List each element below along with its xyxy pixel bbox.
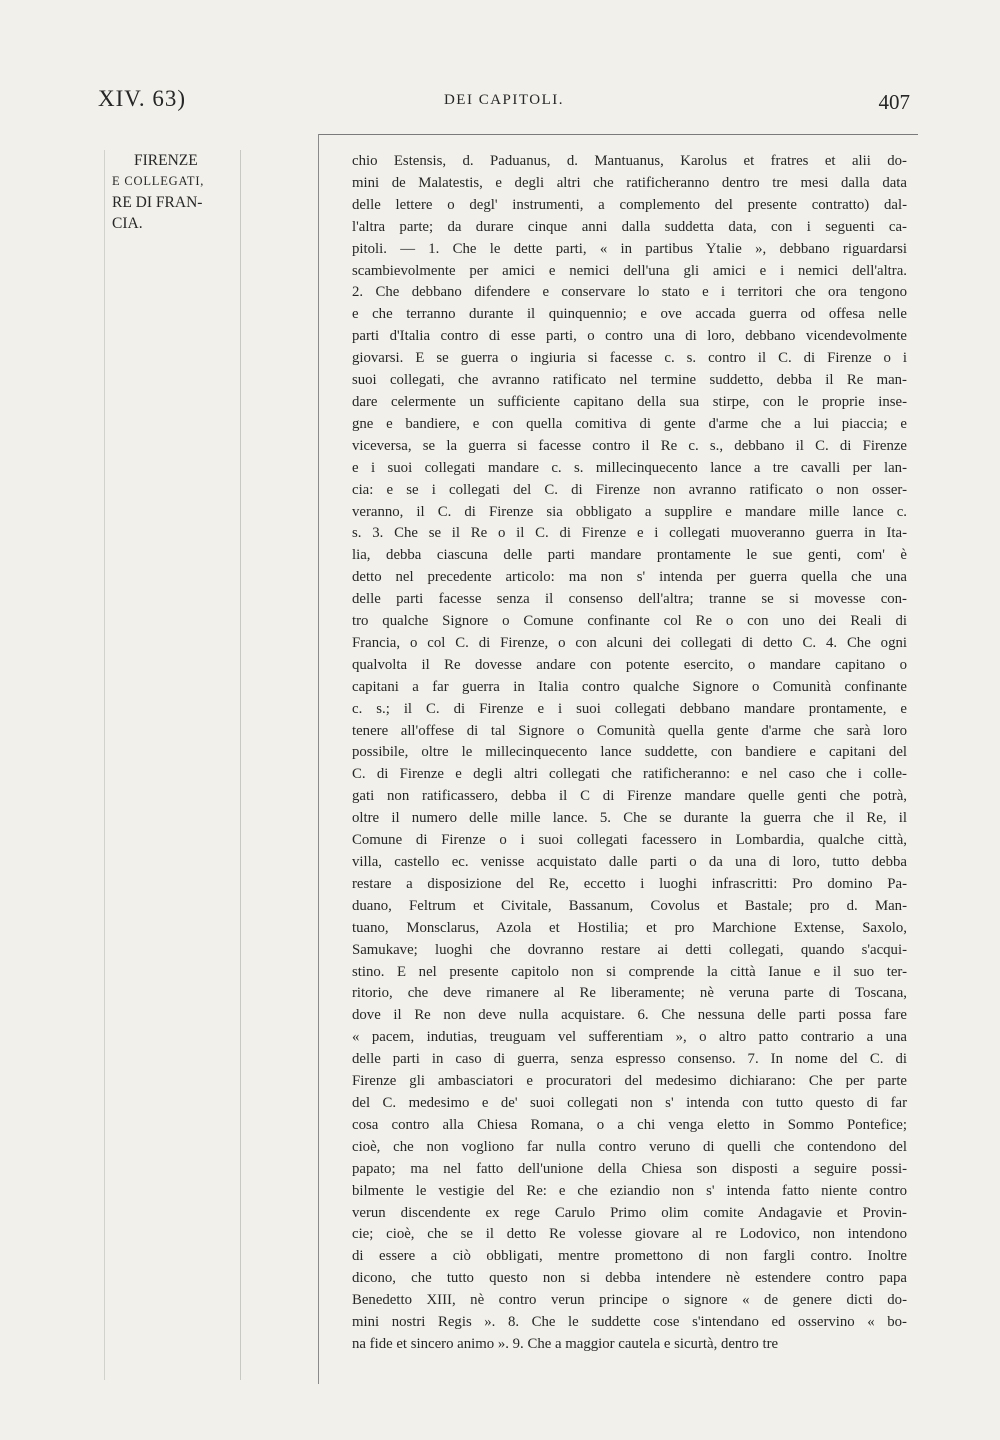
text-line: scambievolmente per amici e nemici dell'una gli amici e i nemici dell'altra. <box>352 262 907 279</box>
text-line: tro qualche Signore o Comune confinante col Re o con uno dei Reali di <box>352 613 907 630</box>
page-number: 407 <box>878 90 910 114</box>
text-line: tuano, Monsclarus, Azola et Hostilia; et pro Marchione Extense, Saxolo, <box>352 919 907 936</box>
text-line: gne e bandiere, e con quella comitiva di gente d'arme che a lui piaccia; e <box>352 415 907 432</box>
text-line: c. s.; il C. di Firenze e i suoi collegati debbano mandare prontamente, e <box>352 700 907 717</box>
text-line: verun discendente ex rege Carulo Primo olim comite Andagavie et Provin- <box>352 1204 907 1221</box>
text-line: capitani a far guerra in Italia contro qualche Signore o Comunità confinante <box>352 678 907 695</box>
text-line: C. di Firenze e degli altri collegati che ratificheranno: e nel caso che i colle- <box>352 766 907 783</box>
text-line: Francia, o col C. di Firenze, o con alcuni dei collegati di detto C. 4. Che ogni <box>352 634 907 651</box>
margin-note <box>112 150 232 234</box>
header-section-ref: XIV. 63) <box>98 86 187 111</box>
column-divider <box>318 134 319 1384</box>
text-line: veranno, il C. di Firenze sia obbligato a supplire e mandare mille lance c. <box>352 503 907 520</box>
running-header <box>98 84 910 124</box>
text-line: pitoli. — 1. Che le dette parti, « in partibus Ytalie », debbano riguardarsi <box>352 240 907 257</box>
outer-margin-rule <box>104 150 105 1380</box>
text-line: oltre il numero delle mille lance. 5. Che se durante la guerra che il Re, il <box>352 810 907 827</box>
text-line: gati non ratificassero, debba il C di Firenze mandare quelle genti che potrà, <box>352 788 907 805</box>
text-line: suoi collegati, che avranno ratificato nel termine suddetto, debba il Re man- <box>352 372 907 389</box>
text-line: cioè, che non vogliono far nulla contro veruno di quelli che contendono del <box>352 1138 907 1155</box>
text-line: mini de Malatestis, e degli altri che ratificheranno dentro tre mesi dalla data <box>352 174 907 191</box>
text-line: ritorio, che deve rimanere al Re liberamente; nè veruna parte di Toscana, <box>352 985 907 1002</box>
margin-note-line: FIRENZE <box>134 152 198 169</box>
text-line: bilmente le vestigie del Re: e che eziandio non s' intenda fatto niente contro <box>352 1182 907 1199</box>
text-line: detto nel precedente articolo: ma non s' intenda per guerra quella che una <box>352 569 907 586</box>
text-line: dicono, che tutto questo non si debba intendere nè estendere contro papa <box>352 1270 907 1287</box>
text-line: 2. Che debbano difendere e conservare lo stato e i territori che ora tengono <box>352 284 907 301</box>
text-line: di essere a ciò obbligati, mentre promettono di non fargli contro. Inoltre <box>352 1248 907 1265</box>
text-line: duano, Feltrum et Civitale, Bassanum, Covolus et Bastale; pro d. Man- <box>352 897 907 914</box>
text-line: Firenze gli ambasciatori e procuratori del medesimo dichiarano: Che per parte <box>352 1073 907 1090</box>
text-line: e che terranno durante il quinquennio; e ove accada guerra od offesa nelle <box>352 306 907 323</box>
text-line: delle lettere o degl' instrumenti, a complemento del presente contratto) dal- <box>352 196 907 213</box>
text-line: chio Estensis, d. Paduanus, d. Mantuanus, Karolus et fratres et alii do- <box>352 153 907 169</box>
text-line: tenere all'offese di tal Signore o Comunità quella gente d'arme che sarà loro <box>352 722 907 739</box>
text-line: e i suoi collegati mandare c. s. millecinquecento lance a tre cavalli per lan- <box>352 459 907 476</box>
margin-note-line: E COLLEGATI, <box>112 174 205 188</box>
text-line: del C. medesimo e de' suoi collegati non s' intenda con tutto questo di far <box>352 1094 907 1111</box>
text-line: l'altra parte; da durare cinque anni dalla suddetta data, con i seguenti ca- <box>352 218 907 235</box>
text-line: parti d'Italia contro di esse parti, o contro una di loro, debbano vicendevolmente <box>352 328 907 345</box>
text-line: giovarsi. E se guerra o ingiuria si facesse c. s. contro il C. di Firenze o i <box>352 350 907 367</box>
text-line: cie; cioè, che se il detto Re volesse giovare al re Lodovico, non intendono <box>352 1226 907 1243</box>
text-line: na fide et sincero animo ». 9. Che a maggior cautela e sicurtà, dentro tre <box>352 1335 779 1352</box>
text-line: dare celermente un sufficiente capitano della sua stirpe, con le proprie inse- <box>352 393 907 410</box>
text-line: mini nostri Regis ». 8. Che le suddette cose s'intendano ed osservino « bo- <box>352 1314 907 1331</box>
text-line: possibile, oltre le millecinquecento lance suddette, con bandiere e capitani del <box>352 744 907 761</box>
text-line: delle parti in caso di guerra, senza espresso consenso. 7. In nome del C. di <box>352 1051 907 1068</box>
margin-note-line: CIA. <box>112 215 143 232</box>
text-line: Comune di Firenze o i suoi collegati facessero in Lombardia, qualche città, <box>352 832 907 849</box>
text-line: dove il Re non deve nulla acquistare. 6. Che nessuna delle parti possa fare <box>352 1007 907 1024</box>
text-line: « pacem, indutias, treuguam vel sufferentiam », o altro patto contrario a una <box>352 1029 907 1046</box>
body-text <box>352 151 907 1356</box>
margin-note-line: RE DI FRAN- <box>112 194 203 211</box>
text-line: qualvolta il Re dovesse andare con potente esercito, o mandare capitano o <box>352 656 907 673</box>
margin-column-rule <box>240 150 241 1380</box>
text-line: cia: e se i collegati del C. di Firenze non avranno ratificato o non osser- <box>352 481 907 498</box>
text-line: papato; ma nel fatto dell'unione della Chiesa son disposti a seguire possi- <box>352 1160 907 1177</box>
text-line: viceversa, se la guerra si facesse contro il Re c. s., debbano il C. di Firenze <box>352 437 907 454</box>
header-title: DEI CAPITOLI. <box>443 92 565 108</box>
text-line: villa, castello ec. venisse acquistato dalle parti o da una di loro, tutto debba <box>352 854 907 870</box>
text-line: stino. E nel presente capitolo non si comprende la città Ianue e il suo ter- <box>352 963 907 980</box>
text-line: cosa contro alla Chiesa Romana, o a chi venga eletto in Sommo Pontefice; <box>352 1116 907 1133</box>
text-line: lia, debba ciascuna delle parti mandare prontamente le sue genti, com' è <box>352 547 907 564</box>
text-line: Samukave; luoghi che dovranno restare ai detti collegati, quando s'acqui- <box>352 941 907 958</box>
header-rule <box>318 134 918 135</box>
text-line: s. 3. Che se il Re o il C. di Firenze e i collegati muoveranno guerra in Ita- <box>352 525 907 542</box>
text-line: Benedetto XIII, nè contro verun principe o signore « de genere dicti do- <box>352 1292 907 1309</box>
text-line: delle parti facesse senza il consenso dell'altra; tranne se si movesse con- <box>352 591 907 608</box>
text-line: restare a disposizione del Re, eccetto i luoghi infrascritti: Pro domino Pa- <box>352 875 907 892</box>
